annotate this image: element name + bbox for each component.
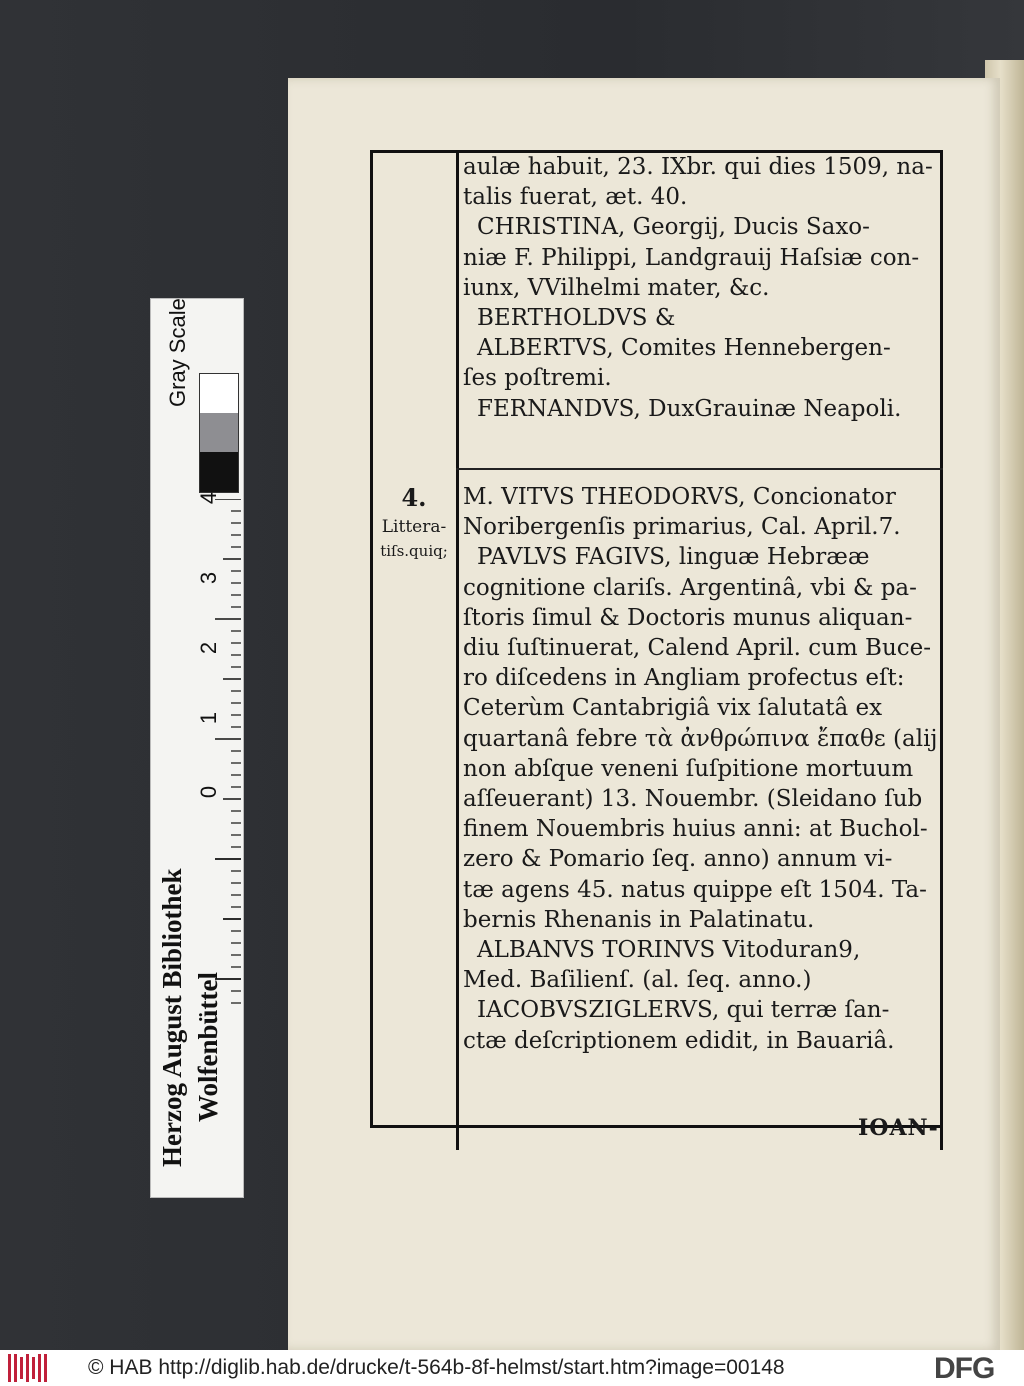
text-line: Ceterùm Cantabrigiâ vix ſalutatâ ex: [463, 695, 883, 722]
margin-note-line: tiſs.quiq;: [380, 542, 448, 560]
text-line: aſſeuerant) 13. Nouembr. (Sleidano ſub: [463, 786, 923, 813]
ruler-number: 2: [196, 641, 222, 655]
text-line: BERTHOLDVS &: [477, 305, 676, 332]
institution-place: Wolfenbüttel: [193, 971, 223, 1122]
text-line: zero & Pomario ſeq. anno) annum vi-: [463, 846, 893, 873]
gray-scale-label: Gray Scale: [165, 298, 190, 407]
text-line: ro diſcedens in Angliam profectus eſt:: [463, 665, 905, 692]
catchword: IOAN-: [858, 1115, 939, 1141]
text-block-lower: [463, 482, 939, 1056]
dfg-logo: DFG: [934, 1352, 995, 1385]
frame-rule-middle: [456, 150, 459, 1150]
text-line: ctæ deſcriptionem edidit, in Bauariâ.: [463, 1027, 895, 1054]
text-line: finem Nouembris huius anni: at Buchol-: [463, 816, 928, 843]
swatch-black: [200, 452, 238, 492]
text-line: non abſque veneni ſuſpitione mortuum: [463, 755, 914, 782]
text-line: ALBANVS TORINVS Vitoduran9,: [477, 937, 861, 964]
swatch-gray: [200, 413, 238, 452]
footer-copyright-link[interactable]: © HAB http://diglib.hab.de/drucke/t-564b-8f-helmst/start.htm?image=00148: [88, 1356, 785, 1379]
section-divider: [456, 468, 943, 470]
scale-ruler: [150, 298, 244, 1198]
text-line: Noribergenſis primarius, Cal. April.7.: [463, 514, 901, 541]
text-line: tæ agens 45. natus quippe eſt 1504. Ta-: [463, 876, 927, 903]
margin-note-number: 4.: [401, 483, 427, 512]
text-line: IACOBVSZIGLERVS, qui terræ ſan-: [477, 997, 890, 1024]
text-block-upper: [463, 152, 939, 424]
frame-rule-left: [370, 150, 373, 1128]
text-line: ſtoris ſimul & Doctoris munus aliquan-: [463, 604, 913, 631]
text-line: talis fuerat, æt. 40.: [463, 184, 688, 211]
text-line: M. VITVS THEODORVS, Concionator: [463, 484, 896, 510]
text-line: diu ſuſtinuerat, Calend April. cum Buce-: [463, 635, 932, 662]
ruler-number: 0: [196, 785, 222, 799]
hab-logo-icon: [8, 1354, 48, 1382]
text-line: bernis Rhenanis in Palatinatu.: [463, 906, 815, 933]
gray-scale-swatches: [199, 373, 239, 493]
footer-bar: [0, 1350, 1024, 1386]
text-line: ALBERTVS, Comites Hennebergen-: [477, 335, 891, 362]
ruler-number: 4: [196, 491, 222, 505]
text-line: CHRISTINA, Georgij, Ducis Saxo-: [477, 214, 870, 241]
text-line: quartanâ febre τὰ ἀνθρώπινα ἔπαθε (alij: [463, 725, 938, 752]
text-line: FERNANDVS, DuxGrauinæ Neapoli.: [477, 395, 902, 422]
margin-note-line: Littera-: [381, 517, 447, 537]
text-line: Med. Baſilienſ. (al. ſeq. anno.): [463, 967, 812, 994]
text-line: cognitione clariſs. Argentinâ, vbi & pa-: [463, 574, 917, 601]
text-line: PAVLVS FAGIVS, linguæ Hebrææ: [477, 544, 870, 571]
text-line: niæ F. Philippi, Landgrauij Haſsiæ con-: [463, 244, 920, 271]
swatch-white: [200, 374, 238, 413]
frame-rule-right: [940, 150, 943, 1150]
ruler-number: 1: [196, 711, 222, 725]
institution-name: Herzog August Bibliothek: [157, 868, 187, 1167]
text-line: ſes poſtremi.: [463, 365, 612, 392]
text-line: aulæ habuit, 23. IXbr. qui dies 1509, na-: [463, 154, 933, 180]
ruler-number: 3: [196, 571, 222, 585]
text-line: iunx, VVilhelmi mater, &c.: [463, 274, 770, 301]
